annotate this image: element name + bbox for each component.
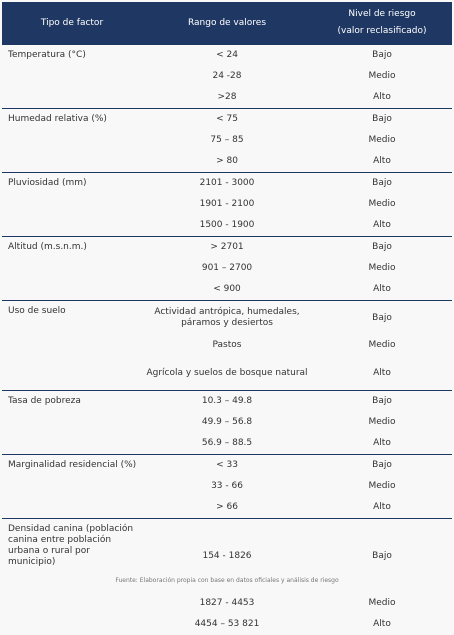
risk-level-cell: Alto <box>312 279 452 301</box>
risk-level-cell: Bajo <box>312 301 452 336</box>
risk-level-cell: Alto <box>312 151 452 173</box>
range-cell: Actividad antrópica, humedales, páramos y desiertos <box>142 301 312 336</box>
range-cell: < 900 <box>142 279 312 301</box>
table-body <box>2 45 452 635</box>
range-cell: 1827 - 4453 <box>142 593 312 614</box>
risk-level-cell: Alto <box>312 497 452 519</box>
range-cell: 24 -28 <box>142 66 312 87</box>
factor-cell: Temperatura (°C) <box>2 45 142 109</box>
range-cell: > 66 <box>142 497 312 519</box>
range-cell: > 80 <box>142 151 312 173</box>
risk-level-cell: Alto <box>312 87 452 109</box>
range-cell: >28 <box>142 87 312 109</box>
risk-level-cell: Bajo <box>312 173 452 195</box>
risk-level-cell: Alto <box>312 614 452 635</box>
range-cell: < 24 <box>142 45 312 67</box>
range-cell: < 75 <box>142 109 312 131</box>
range-cell: 56.9 – 88.5 <box>142 433 312 455</box>
range-cell: 4454 – 53 821 <box>142 614 312 635</box>
factor-cell: Uso de suelo <box>2 301 142 391</box>
risk-level-cell: Medio <box>312 66 452 87</box>
risk-level-cell: Bajo <box>312 519 452 594</box>
range-cell: 33 - 66 <box>142 476 312 497</box>
range-cell: < 33 <box>142 455 312 477</box>
risk-level-cell: Medio <box>312 130 452 151</box>
range-cell: 75 – 85 <box>142 130 312 151</box>
header-risk-level-line1: Nivel de riesgo <box>312 6 452 23</box>
range-cell: 10.3 – 49.8 <box>142 391 312 413</box>
range-cell: > 2701 <box>142 237 312 259</box>
table-row <box>2 109 452 131</box>
risk-level-cell: Bajo <box>312 237 452 259</box>
table-row <box>2 173 452 195</box>
table-header-row <box>2 2 452 45</box>
risk-factor-table <box>2 2 452 635</box>
range-cell: 1901 - 2100 <box>142 194 312 215</box>
header-factor: Tipo de factor <box>2 2 142 45</box>
source-note: Fuente: Elaboración propia con base en datos oficiales y análisis de riesgo <box>0 577 454 584</box>
risk-level-cell: Alto <box>312 356 452 391</box>
risk-level-cell: Medio <box>312 335 452 356</box>
header-risk-level <box>312 2 452 45</box>
factor-cell: Marginalidad residencial (%) <box>2 455 142 519</box>
risk-level-cell: Alto <box>312 215 452 237</box>
header-risk-level-line2: (valor reclasificado) <box>312 23 452 40</box>
factor-cell: Densidad canina (población canina entre población urbana o rural por municipio) <box>2 519 142 635</box>
risk-level-cell: Bajo <box>312 455 452 477</box>
factor-cell: Pluviosidad (mm) <box>2 173 142 237</box>
risk-level-cell: Bajo <box>312 45 452 67</box>
risk-level-cell: Bajo <box>312 109 452 131</box>
risk-level-cell: Medio <box>312 258 452 279</box>
table-row <box>2 455 452 477</box>
range-cell: 49.9 – 56.8 <box>142 412 312 433</box>
range-cell: 901 – 2700 <box>142 258 312 279</box>
factor-cell: Humedad relativa (%) <box>2 109 142 173</box>
factor-cell: Tasa de pobreza <box>2 391 142 455</box>
range-cell: 1500 - 1900 <box>142 215 312 237</box>
table-row <box>2 391 452 413</box>
range-cell: 154 - 1826 <box>142 519 312 594</box>
factor-cell: Altitud (m.s.n.m.) <box>2 237 142 301</box>
range-cell: Agrícola y suelos de bosque natural <box>142 356 312 391</box>
risk-level-cell: Medio <box>312 412 452 433</box>
table-row <box>2 45 452 67</box>
table-row <box>2 237 452 259</box>
risk-level-cell: Alto <box>312 433 452 455</box>
table-row <box>2 301 452 336</box>
range-cell: 2101 - 3000 <box>142 173 312 195</box>
risk-level-cell: Medio <box>312 593 452 614</box>
range-cell: Pastos <box>142 335 312 356</box>
header-range: Rango de valores <box>142 2 312 45</box>
risk-level-cell: Medio <box>312 194 452 215</box>
risk-level-cell: Medio <box>312 476 452 497</box>
risk-level-cell: Bajo <box>312 391 452 413</box>
